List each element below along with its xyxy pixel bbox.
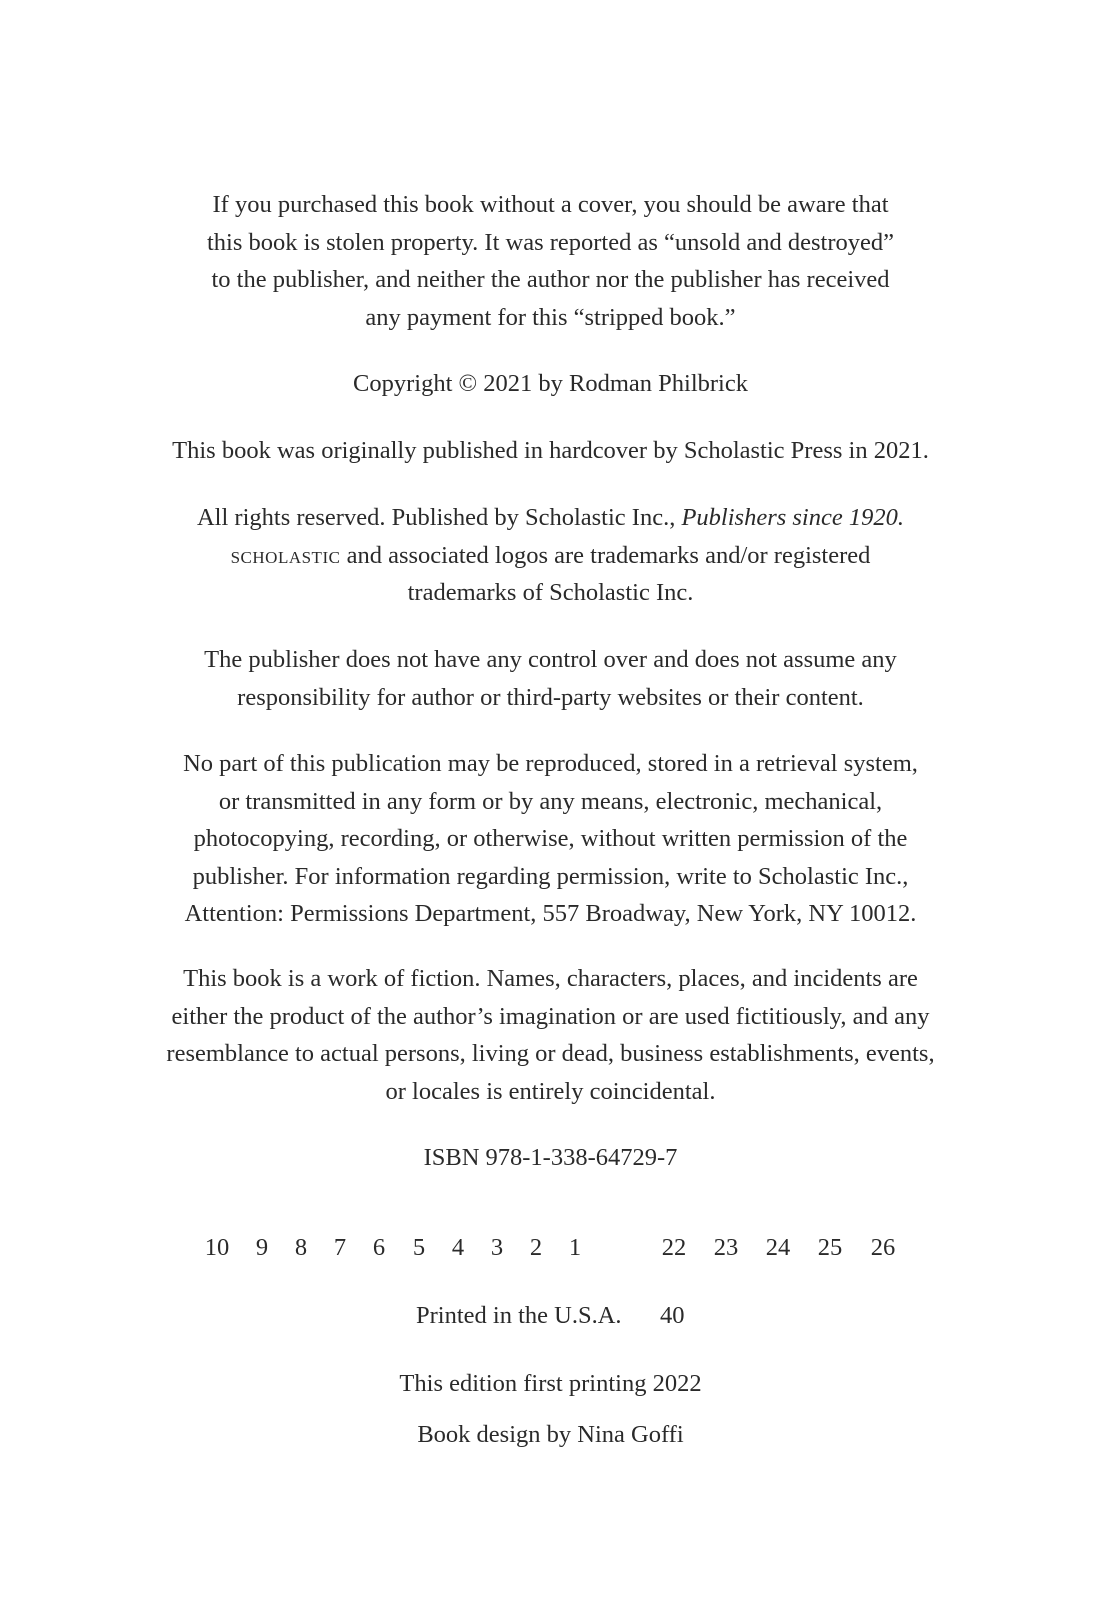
third-party-disclaimer xyxy=(60,641,1041,716)
fiction-disclaimer xyxy=(60,960,1041,1110)
publishers-since-tagline: Publishers since 1920. xyxy=(681,504,904,531)
rights-line-1-prefix: All rights reserved. Published by Scholastic Inc., xyxy=(196,504,682,531)
printed-in-line xyxy=(0,1297,1101,1335)
scholastic-trademark: scholastic xyxy=(230,541,341,569)
original-publication-text: This book was originally published in hardcover by Scholastic Press in 2021. xyxy=(172,437,929,464)
printing-number: 4 xyxy=(451,1234,465,1261)
printing-number: 10 xyxy=(204,1234,230,1261)
printer-key-line xyxy=(0,1229,1101,1267)
reproduction-line-1: No part of this publication may be reproduced, stored in a retrieval system, xyxy=(183,750,918,777)
stripped-notice-line-4: any payment for this “stripped book.” xyxy=(365,303,736,331)
rights-line-2-rest: and associated logos are trademarks and/or registered xyxy=(340,541,871,569)
fiction-line-3: resemblance to actual persons, living or dead, business establishments, events, xyxy=(166,1040,935,1067)
stripped-notice-line-1: If you purchased this book without a cover, you should be aware that xyxy=(212,191,889,218)
printer-code: 40 xyxy=(660,1302,685,1329)
copyright-line xyxy=(60,365,1041,403)
fiction-line-1: This book is a work of fiction. Names, characters, places, and incidents are xyxy=(183,965,918,992)
fiction-line-4: or locales is entirely coincidental. xyxy=(385,1077,716,1105)
reproduction-line-4: publisher. For information regarding permission, write to Scholastic Inc., xyxy=(192,862,909,890)
isbn-text: ISBN 978-1-338-64729-7 xyxy=(423,1144,678,1171)
fiction-line-2: either the product of the author’s imagination or are used fictitiously, and any xyxy=(171,1002,930,1030)
disclaimer-line-2: responsibility for author or third-party websites or their content. xyxy=(237,683,864,711)
printing-year: 25 xyxy=(817,1234,843,1261)
edition-text: This edition first printing 2022 xyxy=(399,1370,702,1397)
reproduction-notice xyxy=(60,745,1041,933)
isbn-line xyxy=(60,1139,1041,1177)
reproduction-line-3: photocopying, recording, or otherwise, without written permission of the xyxy=(193,825,908,852)
rights-reserved-block xyxy=(60,499,1041,612)
stripped-notice-line-2: this book is stolen property. It was reported as “unsold and destroyed” xyxy=(207,228,894,256)
reproduction-line-5: Attention: Permissions Department, 557 Broadway, New York, NY 10012. xyxy=(184,900,917,927)
copyright-text: Copyright © 2021 by Rodman Philbrick xyxy=(353,370,748,397)
rights-line-1 xyxy=(60,499,1041,537)
printing-year: 22 xyxy=(661,1234,687,1261)
printing-year: 26 xyxy=(870,1234,896,1261)
printing-number: 7 xyxy=(333,1234,347,1261)
book-design-credit xyxy=(60,1416,1041,1454)
printing-number: 8 xyxy=(294,1234,308,1261)
printing-number: 5 xyxy=(412,1234,426,1261)
stripped-book-notice xyxy=(60,186,1041,336)
printing-number: 2 xyxy=(529,1234,543,1261)
stripped-notice-line-3: to the publisher, and neither the author nor the publisher has received xyxy=(211,266,890,293)
edition-line xyxy=(60,1365,1041,1403)
printing-number: 9 xyxy=(255,1234,269,1261)
printing-number: 1 xyxy=(568,1234,582,1261)
printing-year: 24 xyxy=(765,1234,791,1261)
printing-number: 6 xyxy=(372,1234,386,1261)
disclaimer-line-1: The publisher does not have any control over and does not assume any xyxy=(204,646,897,673)
printing-number: 3 xyxy=(490,1234,504,1261)
printing-year: 23 xyxy=(713,1234,739,1261)
rights-line-3: trademarks of Scholastic Inc. xyxy=(407,579,694,606)
rights-line-2 xyxy=(60,537,1041,575)
printed-in-text: Printed in the U.S.A. xyxy=(416,1302,622,1329)
design-credit-text: Book design by Nina Goffi xyxy=(417,1421,684,1448)
original-publication-note xyxy=(60,432,1041,470)
reproduction-line-2: or transmitted in any form or by any means, electronic, mechanical, xyxy=(218,787,883,815)
